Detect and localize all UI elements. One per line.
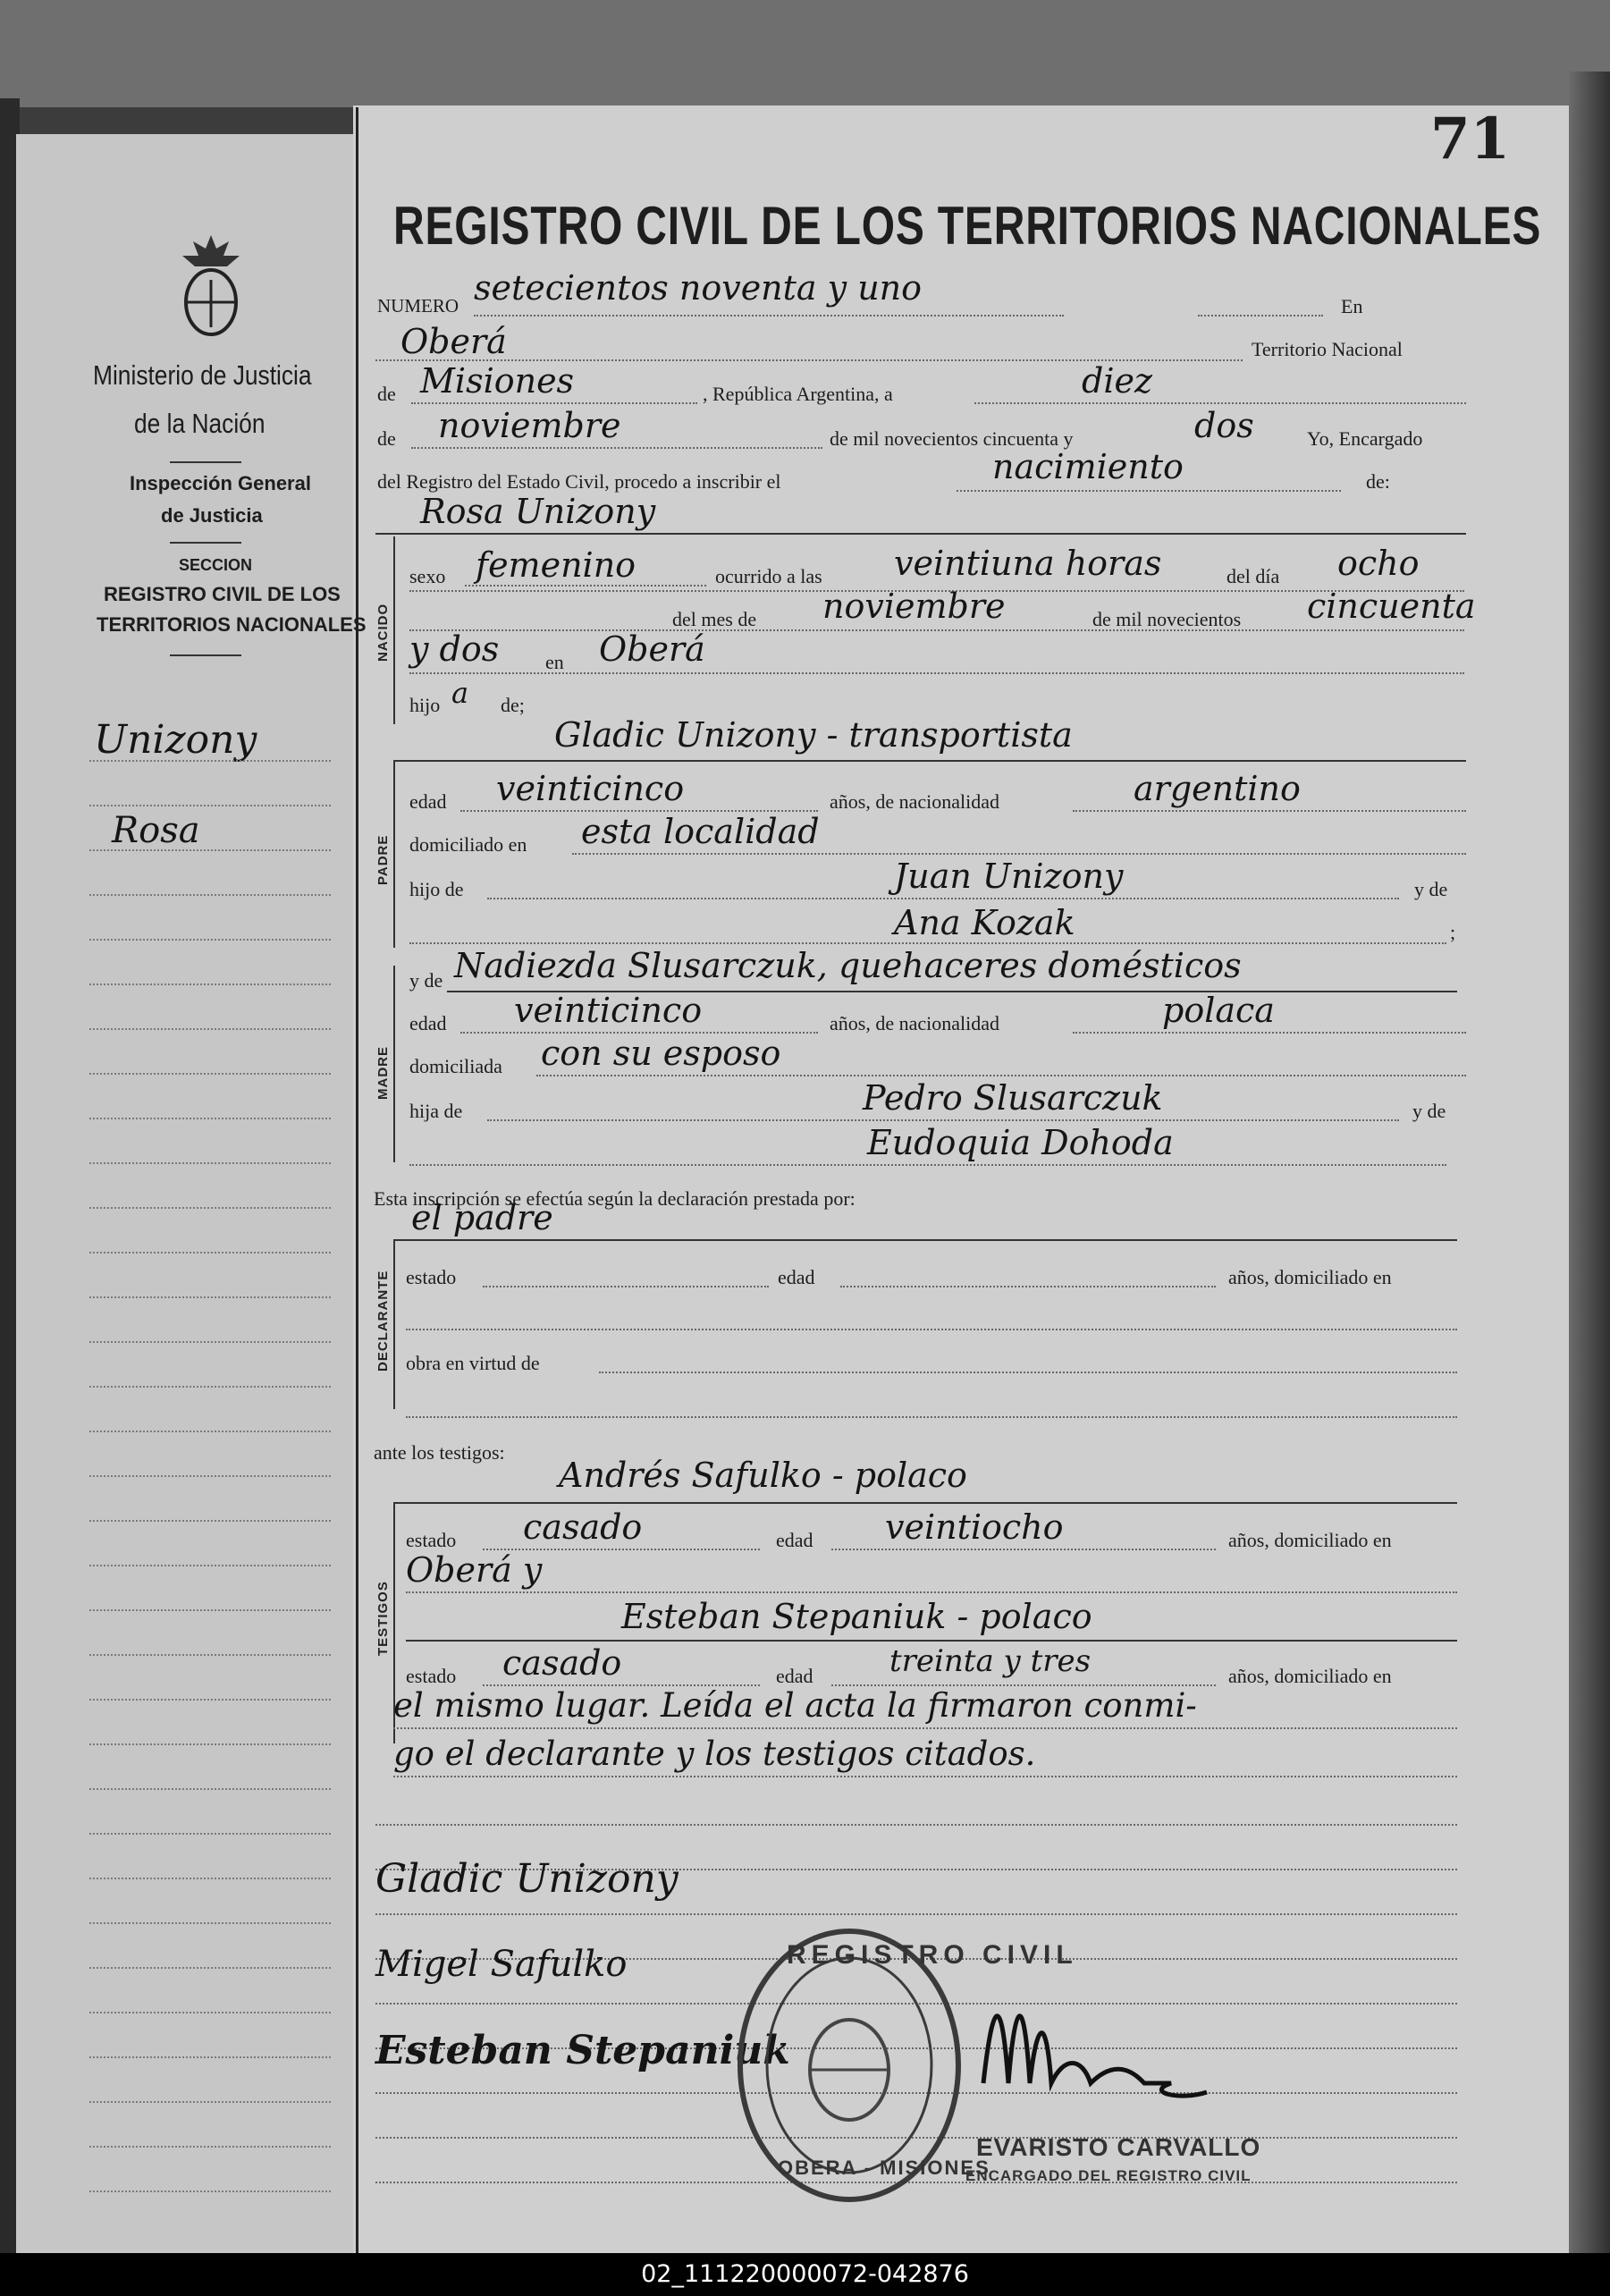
witness-1: Andrés Safulko - polaco [559, 1456, 967, 1495]
sexo-value: femenino [476, 545, 636, 585]
numero-label: NUMERO [377, 295, 459, 317]
margin-ruled-line [89, 1073, 331, 1075]
closing-line-2-rule [393, 1776, 1457, 1777]
padre-nacionalidad: argentino [1134, 769, 1301, 808]
padre-father: Juan Unizony [894, 857, 1124, 896]
padre-father-line [487, 898, 1399, 899]
sidebar-inspection: Inspección General [130, 472, 311, 494]
republica-label: , República Argentina, a [703, 383, 893, 405]
testigo2-anios-label: años, domiciliado en [1228, 1665, 1392, 1687]
margin-ruled-line [89, 894, 331, 896]
madre-anios-label: años, de nacionalidad [830, 1012, 999, 1034]
act-type-value: nacimiento [992, 447, 1184, 486]
territorio-label: Territorio Nacional [1252, 338, 1403, 360]
hijo-label: hijo [409, 694, 441, 716]
declarante-obra-label: obra en virtud de [406, 1352, 540, 1374]
numero-value: setecientos noventa y uno [474, 268, 923, 308]
father-name: Gladic Unizony - transportista [554, 715, 1073, 755]
margin-ruled-line [89, 1118, 331, 1119]
margin-ruled-line [89, 1743, 331, 1745]
place-born: Oberá [599, 629, 705, 669]
yo-label: Yo, Encargado [1307, 427, 1423, 450]
sidebar-rule [170, 461, 241, 463]
testigos-label: TESTIGOS [375, 1581, 391, 1656]
madre-y-de2-label: y de [1412, 1100, 1446, 1122]
margin-ruled-line [89, 849, 331, 851]
coat-of-arms-icon [175, 231, 247, 342]
signature-witness-2: Esteban Stepaniuk [375, 2028, 790, 2073]
declarante-edad-line [840, 1286, 1216, 1287]
de-colon: de: [1366, 470, 1390, 493]
margin-ruled-line [89, 2190, 331, 2192]
del-dia-label: del día [1226, 565, 1280, 587]
margin-ruled-line [89, 2101, 331, 2103]
sidebar-ministry-2: de la Nación [134, 408, 266, 439]
margin-ruled-line [89, 1431, 331, 1432]
nacido-label: NACIDO [375, 603, 391, 662]
nacido-top-rule [375, 533, 1466, 535]
official-signature-icon [965, 1949, 1234, 2132]
declarante-row4-line [406, 1416, 1457, 1418]
testigo1-edad-line [831, 1549, 1216, 1550]
territory-line [411, 402, 697, 404]
madre-bracket [393, 966, 395, 1162]
margin-ruled-line [89, 1162, 331, 1164]
sidebar-section: SECCION [179, 556, 253, 574]
margin-ruled-line [89, 1565, 331, 1566]
sidebar-registry: REGISTRO CIVIL DE LOS [104, 583, 341, 605]
sidebar-rule-3 [170, 654, 241, 656]
official-name: EVARISTO CARVALLO [976, 2133, 1261, 2161]
stamp-bottom-text: OBERA - MISIONES [778, 2157, 990, 2179]
numero-line [474, 315, 1064, 317]
padre-mother: Ana Kozak [894, 903, 1075, 942]
day-line [974, 402, 1466, 404]
margin-ruled-line [89, 1520, 331, 1522]
ocurrido-label: ocurrido a las [715, 565, 822, 587]
month-born: noviembre [822, 587, 1006, 626]
margin-ruled-line [89, 1609, 331, 1611]
madre-y-de-label: y de [409, 969, 443, 992]
declarante-row2-line [406, 1329, 1457, 1330]
de-mil-label: de mil novecientos cincuenta y [830, 427, 1074, 450]
footer-id: 02_111220000072-042876 [641, 2260, 969, 2288]
mother-name: Nadiezda Slusarczuk, quehaceres domésticos [454, 946, 1242, 985]
padre-top-rule [393, 760, 1466, 762]
margin-ruled-line [89, 939, 331, 941]
testigo1-edad: veintiocho [885, 1507, 1064, 1547]
margin-ruled-line [89, 760, 331, 762]
sidebar-registry-2: TERRITORIOS NACIONALES [97, 613, 367, 636]
closing-line-1-rule [393, 1727, 1457, 1729]
sidebar-ministry: Ministerio de Justicia [93, 359, 312, 391]
territory-value: Misiones [420, 361, 575, 401]
year-born: cincuenta [1307, 587, 1476, 626]
testigos-top-rule [393, 1502, 1457, 1504]
signature-witness-1: Migel Safulko [375, 1944, 628, 1985]
testigo1-anios-label: años, domiciliado en [1228, 1529, 1392, 1551]
margin-ruled-line [89, 1028, 331, 1030]
testigo2-edad: treinta y tres [889, 1643, 1092, 1679]
margin-ruled-line [89, 1699, 331, 1701]
day-value: diez [1082, 361, 1152, 401]
sexo-line [465, 585, 706, 587]
madre-nacionalidad: polaca [1162, 991, 1275, 1030]
margin-given-name: Rosa [112, 810, 200, 851]
padre-dom-label: domiciliado en [409, 833, 527, 856]
act-type-line [957, 490, 1341, 492]
padre-y-de-label: y de [1414, 878, 1448, 900]
margin-ruled-line [89, 1878, 331, 1879]
madre-label: MADRE [375, 1046, 391, 1100]
madre-dom-label: domiciliada [409, 1055, 502, 1077]
padre-edad: veinticinco [496, 769, 685, 808]
book-top-edge [0, 0, 1610, 107]
declarante-top-rule [393, 1239, 1457, 1241]
madre-mother-line [409, 1164, 1446, 1166]
testigo2-edad-label: edad [776, 1665, 813, 1687]
sexo-label: sexo [409, 565, 446, 587]
hijo-suffix: a [451, 676, 469, 710]
month-line [411, 447, 822, 449]
margin-ruled-line [89, 1252, 331, 1254]
en-label: En [1341, 295, 1363, 317]
de-label-2: de [377, 427, 396, 450]
margin-ruled-line [89, 1475, 331, 1477]
place-value: Oberá [400, 322, 507, 361]
sidebar-rule-2 [170, 542, 241, 544]
child-name: Rosa Unizony [420, 492, 656, 531]
margin-ruled-line [89, 1654, 331, 1656]
witness-2: Esteban Stepaniuk - polaco [621, 1597, 1092, 1636]
margin-ruled-line [89, 1341, 331, 1343]
declarante-anios-label: años, domiciliado en [1228, 1266, 1392, 1288]
declarante-label: DECLARANTE [375, 1270, 391, 1372]
declarante-bracket [393, 1239, 395, 1409]
margin-ruled-line [89, 983, 331, 985]
madre-edad-label: edad [409, 1012, 447, 1034]
margin-ruled-line [89, 2146, 331, 2148]
page-divider [356, 107, 358, 2253]
image-footer [0, 2253, 1610, 2296]
declarante-value: el padre [411, 1198, 553, 1237]
padre-dom-line [572, 853, 1466, 855]
closing-line-2: go el declarante y los testigos citados. [393, 1735, 1036, 1773]
padre-mother-line [409, 942, 1446, 944]
padre-semicolon: ; [1450, 921, 1456, 943]
de-label: de [377, 383, 396, 405]
official-title: ENCARGADO DEL REGISTRO CIVIL [965, 2167, 1252, 2184]
del-registro-label: del Registro del Estado Civil, procedo a inscribir el [377, 470, 781, 493]
madre-hija-de-label: hija de [409, 1100, 463, 1122]
hour-value: veintiuna horas [894, 544, 1162, 583]
mes-row-line [409, 629, 1464, 631]
testigo2-estado: casado [502, 1643, 622, 1683]
margin-ruled-line [89, 1207, 331, 1209]
padre-hijo-de-label: hijo de [409, 878, 464, 900]
madre-father-line [487, 1119, 1399, 1121]
closing-line-1: el mismo lugar. Leída el acta la firmaron conmi- [393, 1686, 1197, 1725]
declarante-estado-line [483, 1286, 769, 1287]
year-end-value: dos [1194, 406, 1254, 445]
numero-line-2 [1198, 315, 1323, 317]
madre-nac-line [1073, 1032, 1466, 1034]
testigo1-estado: casado [523, 1507, 643, 1547]
testigo1-dom: Oberá y [406, 1550, 543, 1590]
ruled-line [375, 1824, 1457, 1826]
testigo2-estado-label: estado [406, 1665, 457, 1687]
sidebar-inspection-2: de Justicia [161, 504, 263, 527]
madre-domicilio: con su esposo [541, 1034, 781, 1073]
testigos-intro: ante los testigos: [374, 1441, 505, 1464]
padre-bracket [393, 760, 395, 948]
nacido-bracket [393, 536, 395, 724]
left-margin-page [16, 134, 360, 2253]
margin-ruled-line [89, 2056, 331, 2058]
declarante-obra-line [599, 1372, 1457, 1373]
margin-surname: Unizony [94, 717, 257, 763]
book-right-edge [1569, 72, 1610, 2271]
page-title: REGISTRO CIVIL DE LOS TERRITORIOS NACIONALES [393, 196, 1542, 256]
del-mes-label: del mes de [672, 608, 757, 630]
declarante-intro: Esta inscripción se efectúa según la declaración prestada por: [374, 1187, 856, 1210]
padre-nac-line [1073, 810, 1466, 812]
testigo1-dom-line [406, 1591, 1457, 1593]
signature-father: Gladic Unizony [375, 1856, 679, 1902]
padre-edad-label: edad [409, 790, 447, 813]
de-semicolon-label: de; [501, 694, 525, 716]
year-born-2: y dos [409, 629, 500, 669]
testigo2-rule [406, 1640, 1457, 1642]
place-row-line [409, 672, 1464, 674]
day-born: ocho [1337, 544, 1420, 583]
margin-ruled-line [89, 2012, 331, 2013]
testigo1-edad-label: edad [776, 1529, 813, 1551]
declarante-edad-label: edad [778, 1266, 815, 1288]
padre-domicilio: esta localidad [581, 812, 820, 851]
declarante-estado-label: estado [406, 1266, 457, 1288]
margin-ruled-line [89, 1788, 331, 1790]
en-born-label: en [545, 651, 564, 673]
month-value: noviembre [438, 406, 621, 445]
margin-ruled-line [89, 1833, 331, 1835]
padre-anios-label: años, de nacionalidad [830, 790, 999, 813]
page-number: 71 [1430, 106, 1511, 173]
de-mil-nov-label: de mil novecientos [1092, 608, 1242, 630]
margin-ruled-line [89, 1386, 331, 1388]
margin-ruled-line [89, 805, 331, 806]
testigo1-estado-label: estado [406, 1529, 457, 1551]
madre-father: Pedro Slusarczuk [863, 1078, 1163, 1118]
madre-mother: Eudoquia Dohoda [867, 1123, 1174, 1162]
madre-dom-line [536, 1075, 1466, 1076]
margin-ruled-line [89, 1967, 331, 1969]
margin-ruled-line [89, 1922, 331, 1924]
stamp-text: REGISTRO CIVIL [787, 1940, 1078, 1970]
margin-ruled-line [89, 1296, 331, 1298]
padre-label: PADRE [375, 834, 391, 885]
madre-edad: veinticinco [514, 991, 703, 1030]
ruled-line [375, 1913, 1457, 1915]
